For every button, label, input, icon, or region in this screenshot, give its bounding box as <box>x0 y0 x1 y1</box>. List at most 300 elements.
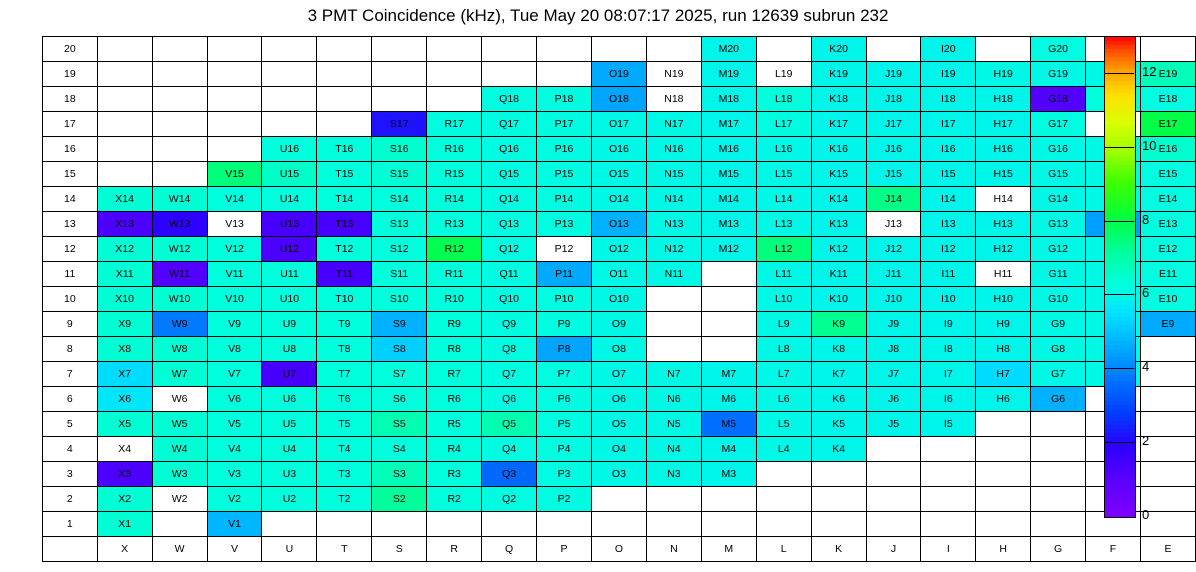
heatmap-cell[interactable]: V10 <box>207 287 262 312</box>
heatmap-cell[interactable]: R16 <box>427 137 482 162</box>
heatmap-cell[interactable]: P18 <box>537 87 592 112</box>
heatmap-cell[interactable] <box>372 37 427 62</box>
heatmap-cell[interactable]: U12 <box>262 237 317 262</box>
heatmap-cell[interactable] <box>97 112 152 137</box>
heatmap-cell[interactable]: V1 <box>207 512 262 537</box>
heatmap-cell[interactable]: P12 <box>537 237 592 262</box>
heatmap-cell[interactable] <box>701 337 756 362</box>
heatmap-cell[interactable] <box>207 87 262 112</box>
heatmap-cell[interactable]: E14 <box>1140 187 1195 212</box>
heatmap-cell[interactable]: E10 <box>1140 287 1195 312</box>
heatmap-cell[interactable]: J7 <box>866 362 921 387</box>
heatmap-cell[interactable]: K18 <box>811 87 866 112</box>
heatmap-cell[interactable]: J8 <box>866 337 921 362</box>
heatmap-cell[interactable]: X8 <box>97 337 152 362</box>
heatmap-cell[interactable]: E16 <box>1140 137 1195 162</box>
heatmap-cell[interactable]: E9 <box>1140 312 1195 337</box>
heatmap-cell[interactable]: O12 <box>591 237 646 262</box>
heatmap-cell[interactable]: O14 <box>591 187 646 212</box>
heatmap-cell[interactable] <box>701 287 756 312</box>
heatmap-cell[interactable]: T13 <box>317 212 372 237</box>
heatmap-cell[interactable]: J5 <box>866 412 921 437</box>
heatmap-cell[interactable]: P7 <box>537 362 592 387</box>
heatmap-cell[interactable] <box>152 137 207 162</box>
heatmap-cell[interactable]: R17 <box>427 112 482 137</box>
heatmap-cell[interactable]: X11 <box>97 262 152 287</box>
heatmap-cell[interactable] <box>701 512 756 537</box>
heatmap-cell[interactable]: L9 <box>756 312 811 337</box>
heatmap-cell[interactable]: E13 <box>1140 212 1195 237</box>
heatmap-cell[interactable]: Q7 <box>482 362 537 387</box>
heatmap-cell[interactable]: L10 <box>756 287 811 312</box>
heatmap-cell[interactable]: V4 <box>207 437 262 462</box>
heatmap-cell[interactable]: T6 <box>317 387 372 412</box>
heatmap-cell[interactable]: Q14 <box>482 187 537 212</box>
heatmap-cell[interactable]: G10 <box>1031 287 1086 312</box>
heatmap-cell[interactable]: O8 <box>591 337 646 362</box>
heatmap-cell[interactable]: Q8 <box>482 337 537 362</box>
heatmap-cell[interactable]: I6 <box>921 387 976 412</box>
heatmap-cell[interactable]: N13 <box>646 212 701 237</box>
heatmap-cell[interactable]: U4 <box>262 437 317 462</box>
heatmap-cell[interactable]: T3 <box>317 462 372 487</box>
heatmap-cell[interactable] <box>1031 462 1086 487</box>
heatmap-cell[interactable] <box>866 462 921 487</box>
heatmap-cell[interactable]: R2 <box>427 487 482 512</box>
heatmap-cell[interactable]: O9 <box>591 312 646 337</box>
heatmap-cell[interactable]: I13 <box>921 212 976 237</box>
heatmap-cell[interactable]: G15 <box>1031 162 1086 187</box>
heatmap-cell[interactable]: J10 <box>866 287 921 312</box>
heatmap-cell[interactable]: V7 <box>207 362 262 387</box>
heatmap-cell[interactable]: S5 <box>372 412 427 437</box>
heatmap-cell[interactable]: J18 <box>866 87 921 112</box>
heatmap-cell[interactable]: S14 <box>372 187 427 212</box>
heatmap-cell[interactable]: V11 <box>207 262 262 287</box>
heatmap-cell[interactable]: L19 <box>756 62 811 87</box>
heatmap-cell[interactable]: R9 <box>427 312 482 337</box>
heatmap-cell[interactable] <box>372 87 427 112</box>
heatmap-cell[interactable]: W4 <box>152 437 207 462</box>
heatmap-cell[interactable]: L6 <box>756 387 811 412</box>
heatmap-cell[interactable]: V6 <box>207 387 262 412</box>
heatmap-cell[interactable] <box>317 512 372 537</box>
heatmap-cell[interactable] <box>1031 437 1086 462</box>
heatmap-cell[interactable]: S6 <box>372 387 427 412</box>
heatmap-cell[interactable] <box>537 37 592 62</box>
heatmap-cell[interactable]: H6 <box>976 387 1031 412</box>
heatmap-cell[interactable]: M16 <box>701 137 756 162</box>
heatmap-cell[interactable]: I7 <box>921 362 976 387</box>
heatmap-cell[interactable]: W9 <box>152 312 207 337</box>
heatmap-cell[interactable]: K12 <box>811 237 866 262</box>
heatmap-cell[interactable]: W12 <box>152 237 207 262</box>
heatmap-cell[interactable]: M20 <box>701 37 756 62</box>
heatmap-cell[interactable] <box>976 487 1031 512</box>
heatmap-cell[interactable]: G11 <box>1031 262 1086 287</box>
heatmap-cell[interactable]: I8 <box>921 337 976 362</box>
heatmap-cell[interactable] <box>591 487 646 512</box>
heatmap-cell[interactable]: L16 <box>756 137 811 162</box>
heatmap-cell[interactable]: P3 <box>537 462 592 487</box>
heatmap-cell[interactable]: T14 <box>317 187 372 212</box>
heatmap-cell[interactable]: K16 <box>811 137 866 162</box>
heatmap-cell[interactable]: E15 <box>1140 162 1195 187</box>
heatmap-cell[interactable]: X4 <box>97 437 152 462</box>
heatmap-cell[interactable]: N6 <box>646 387 701 412</box>
heatmap-cell[interactable]: N19 <box>646 62 701 87</box>
heatmap-cell[interactable]: O16 <box>591 137 646 162</box>
heatmap-cell[interactable] <box>811 487 866 512</box>
heatmap-cell[interactable]: L15 <box>756 162 811 187</box>
heatmap-cell[interactable]: S12 <box>372 237 427 262</box>
heatmap-cell[interactable]: N11 <box>646 262 701 287</box>
heatmap-cell[interactable] <box>976 512 1031 537</box>
heatmap-cell[interactable] <box>811 512 866 537</box>
heatmap-cell[interactable]: V12 <box>207 237 262 262</box>
heatmap-cell[interactable] <box>921 487 976 512</box>
heatmap-cell[interactable]: U5 <box>262 412 317 437</box>
heatmap-cell[interactable]: T8 <box>317 337 372 362</box>
heatmap-cell[interactable]: P4 <box>537 437 592 462</box>
heatmap-cell[interactable]: O6 <box>591 387 646 412</box>
heatmap-cell[interactable]: W6 <box>152 387 207 412</box>
heatmap-cell[interactable]: I5 <box>921 412 976 437</box>
heatmap-cell[interactable]: G20 <box>1031 37 1086 62</box>
heatmap-cell[interactable]: K4 <box>811 437 866 462</box>
heatmap-cell[interactable] <box>152 162 207 187</box>
heatmap-cell[interactable] <box>866 512 921 537</box>
heatmap-cell[interactable]: K14 <box>811 187 866 212</box>
heatmap-cell[interactable]: E12 <box>1140 237 1195 262</box>
heatmap-cell[interactable]: W10 <box>152 287 207 312</box>
heatmap-cell[interactable]: K5 <box>811 412 866 437</box>
heatmap-cell[interactable] <box>976 437 1031 462</box>
heatmap-cell[interactable]: O5 <box>591 412 646 437</box>
heatmap-cell[interactable]: Q11 <box>482 262 537 287</box>
heatmap-cell[interactable]: P15 <box>537 162 592 187</box>
heatmap-cell[interactable]: Q16 <box>482 137 537 162</box>
heatmap-cell[interactable] <box>262 112 317 137</box>
heatmap-cell[interactable]: J17 <box>866 112 921 137</box>
heatmap-cell[interactable] <box>646 312 701 337</box>
heatmap-cell[interactable]: N15 <box>646 162 701 187</box>
heatmap-cell[interactable]: I11 <box>921 262 976 287</box>
heatmap-cell[interactable]: K20 <box>811 37 866 62</box>
heatmap-cell[interactable]: W11 <box>152 262 207 287</box>
heatmap-cell[interactable]: K7 <box>811 362 866 387</box>
heatmap-cell[interactable]: U6 <box>262 387 317 412</box>
heatmap-cell[interactable] <box>372 512 427 537</box>
heatmap-cell[interactable]: G17 <box>1031 112 1086 137</box>
heatmap-cell[interactable]: H7 <box>976 362 1031 387</box>
heatmap-cell[interactable] <box>591 37 646 62</box>
heatmap-cell[interactable] <box>701 487 756 512</box>
heatmap-cell[interactable]: V2 <box>207 487 262 512</box>
heatmap-cell[interactable]: L4 <box>756 437 811 462</box>
heatmap-cell[interactable]: W7 <box>152 362 207 387</box>
heatmap-cell[interactable]: X2 <box>97 487 152 512</box>
heatmap-cell[interactable]: U8 <box>262 337 317 362</box>
heatmap-cell[interactable] <box>866 487 921 512</box>
heatmap-cell[interactable]: Q2 <box>482 487 537 512</box>
heatmap-cell[interactable]: S2 <box>372 487 427 512</box>
heatmap-cell[interactable]: I12 <box>921 237 976 262</box>
heatmap-cell[interactable]: S13 <box>372 212 427 237</box>
heatmap-cell[interactable] <box>866 37 921 62</box>
heatmap-cell[interactable] <box>976 37 1031 62</box>
heatmap-cell[interactable]: P10 <box>537 287 592 312</box>
heatmap-cell[interactable]: W8 <box>152 337 207 362</box>
heatmap-cell[interactable]: V3 <box>207 462 262 487</box>
heatmap-cell[interactable]: P11 <box>537 262 592 287</box>
heatmap-cell[interactable] <box>97 62 152 87</box>
heatmap-cell[interactable] <box>701 262 756 287</box>
heatmap-cell[interactable] <box>152 512 207 537</box>
heatmap-cell[interactable]: M18 <box>701 87 756 112</box>
heatmap-cell[interactable] <box>262 37 317 62</box>
heatmap-cell[interactable]: W3 <box>152 462 207 487</box>
heatmap-cell[interactable] <box>482 62 537 87</box>
heatmap-cell[interactable] <box>482 37 537 62</box>
heatmap-cell[interactable]: Q15 <box>482 162 537 187</box>
heatmap-cell[interactable]: J13 <box>866 212 921 237</box>
heatmap-cell[interactable]: K10 <box>811 287 866 312</box>
heatmap-cell[interactable]: R8 <box>427 337 482 362</box>
heatmap-cell[interactable]: S3 <box>372 462 427 487</box>
heatmap-cell[interactable]: S9 <box>372 312 427 337</box>
heatmap-cell[interactable] <box>262 87 317 112</box>
heatmap-cell[interactable]: Q9 <box>482 312 537 337</box>
heatmap-cell[interactable] <box>152 62 207 87</box>
heatmap-cell[interactable]: U10 <box>262 287 317 312</box>
heatmap-cell[interactable]: I20 <box>921 37 976 62</box>
heatmap-cell[interactable]: Q5 <box>482 412 537 437</box>
heatmap-cell[interactable] <box>317 87 372 112</box>
heatmap-cell[interactable]: H13 <box>976 212 1031 237</box>
heatmap-cell[interactable]: H9 <box>976 312 1031 337</box>
heatmap-cell[interactable] <box>262 512 317 537</box>
heatmap-cell[interactable]: H14 <box>976 187 1031 212</box>
heatmap-cell[interactable]: I17 <box>921 112 976 137</box>
heatmap-cell[interactable]: J11 <box>866 262 921 287</box>
heatmap-cell[interactable]: U3 <box>262 462 317 487</box>
heatmap-cell[interactable]: K13 <box>811 212 866 237</box>
heatmap-cell[interactable]: V9 <box>207 312 262 337</box>
heatmap-cell[interactable] <box>591 512 646 537</box>
heatmap-cell[interactable]: M4 <box>701 437 756 462</box>
heatmap-cell[interactable] <box>317 62 372 87</box>
heatmap-cell[interactable]: R13 <box>427 212 482 237</box>
heatmap-cell[interactable]: P9 <box>537 312 592 337</box>
heatmap-cell[interactable]: P16 <box>537 137 592 162</box>
heatmap-cell[interactable]: R5 <box>427 412 482 437</box>
heatmap-cell[interactable]: N14 <box>646 187 701 212</box>
heatmap-cell[interactable]: T5 <box>317 412 372 437</box>
heatmap-cell[interactable]: U2 <box>262 487 317 512</box>
heatmap-cell[interactable]: S4 <box>372 437 427 462</box>
heatmap-cell[interactable]: U9 <box>262 312 317 337</box>
heatmap-cell[interactable]: S7 <box>372 362 427 387</box>
heatmap-cell[interactable] <box>207 137 262 162</box>
heatmap-cell[interactable]: M13 <box>701 212 756 237</box>
heatmap-cell[interactable]: H12 <box>976 237 1031 262</box>
heatmap-cell[interactable]: U16 <box>262 137 317 162</box>
heatmap-cell[interactable] <box>537 62 592 87</box>
heatmap-cell[interactable] <box>646 287 701 312</box>
heatmap-cell[interactable]: N18 <box>646 87 701 112</box>
heatmap-cell[interactable]: J12 <box>866 237 921 262</box>
heatmap-cell[interactable]: I18 <box>921 87 976 112</box>
heatmap-cell[interactable]: T7 <box>317 362 372 387</box>
heatmap-cell[interactable] <box>152 87 207 112</box>
heatmap-cell[interactable]: X13 <box>97 212 152 237</box>
heatmap-cell[interactable]: V14 <box>207 187 262 212</box>
heatmap-cell[interactable]: X1 <box>97 512 152 537</box>
heatmap-cell[interactable]: Q10 <box>482 287 537 312</box>
heatmap-cell[interactable] <box>866 437 921 462</box>
heatmap-cell[interactable] <box>976 412 1031 437</box>
heatmap-cell[interactable] <box>921 512 976 537</box>
heatmap-cell[interactable]: G8 <box>1031 337 1086 362</box>
heatmap-cell[interactable]: L7 <box>756 362 811 387</box>
heatmap-cell[interactable]: P5 <box>537 412 592 437</box>
heatmap-cell[interactable] <box>97 137 152 162</box>
heatmap-cell[interactable] <box>317 37 372 62</box>
heatmap-cell[interactable]: W14 <box>152 187 207 212</box>
heatmap-cell[interactable] <box>1031 412 1086 437</box>
heatmap-cell[interactable]: Q3 <box>482 462 537 487</box>
heatmap-cell[interactable]: O17 <box>591 112 646 137</box>
heatmap-cell[interactable]: E18 <box>1140 87 1195 112</box>
heatmap-cell[interactable]: E17 <box>1140 112 1195 137</box>
heatmap-cell[interactable]: M12 <box>701 237 756 262</box>
heatmap-cell[interactable]: W2 <box>152 487 207 512</box>
heatmap-cell[interactable]: K9 <box>811 312 866 337</box>
heatmap-cell[interactable] <box>921 462 976 487</box>
heatmap-cell[interactable]: Q4 <box>482 437 537 462</box>
heatmap-cell[interactable]: O7 <box>591 362 646 387</box>
heatmap-cell[interactable]: X6 <box>97 387 152 412</box>
heatmap-cell[interactable]: X14 <box>97 187 152 212</box>
heatmap-cell[interactable]: L14 <box>756 187 811 212</box>
heatmap-cell[interactable]: J6 <box>866 387 921 412</box>
heatmap-cell[interactable]: J15 <box>866 162 921 187</box>
heatmap-cell[interactable]: S15 <box>372 162 427 187</box>
heatmap-cell[interactable]: X7 <box>97 362 152 387</box>
heatmap-cell[interactable]: M5 <box>701 412 756 437</box>
heatmap-cell[interactable]: M19 <box>701 62 756 87</box>
heatmap-cell[interactable]: W5 <box>152 412 207 437</box>
heatmap-cell[interactable]: J14 <box>866 187 921 212</box>
heatmap-cell[interactable]: G7 <box>1031 362 1086 387</box>
heatmap-cell[interactable]: O4 <box>591 437 646 462</box>
heatmap-cell[interactable] <box>427 87 482 112</box>
heatmap-cell[interactable]: L13 <box>756 212 811 237</box>
heatmap-cell[interactable]: R3 <box>427 462 482 487</box>
heatmap-cell[interactable]: T10 <box>317 287 372 312</box>
heatmap-cell[interactable] <box>427 37 482 62</box>
heatmap-cell[interactable] <box>97 87 152 112</box>
heatmap-cell[interactable]: U13 <box>262 212 317 237</box>
heatmap-cell[interactable]: T12 <box>317 237 372 262</box>
heatmap-cell[interactable] <box>756 37 811 62</box>
heatmap-cell[interactable] <box>372 62 427 87</box>
heatmap-cell[interactable]: T11 <box>317 262 372 287</box>
heatmap-cell[interactable]: M7 <box>701 362 756 387</box>
heatmap-cell[interactable]: O18 <box>591 87 646 112</box>
heatmap-cell[interactable]: R6 <box>427 387 482 412</box>
heatmap-cell[interactable]: G18 <box>1031 87 1086 112</box>
heatmap-cell[interactable]: M17 <box>701 112 756 137</box>
heatmap-cell[interactable] <box>427 512 482 537</box>
heatmap-cell[interactable]: N7 <box>646 362 701 387</box>
heatmap-cell[interactable]: E19 <box>1140 62 1195 87</box>
heatmap-cell[interactable] <box>97 162 152 187</box>
heatmap-cell[interactable]: O19 <box>591 62 646 87</box>
heatmap-cell[interactable]: X10 <box>97 287 152 312</box>
heatmap-cell[interactable]: U15 <box>262 162 317 187</box>
heatmap-cell[interactable] <box>646 487 701 512</box>
heatmap-cell[interactable] <box>207 37 262 62</box>
heatmap-cell[interactable]: K19 <box>811 62 866 87</box>
heatmap-cell[interactable]: L18 <box>756 87 811 112</box>
heatmap-cell[interactable]: L12 <box>756 237 811 262</box>
heatmap-cell[interactable]: G13 <box>1031 212 1086 237</box>
heatmap-cell[interactable] <box>976 462 1031 487</box>
heatmap-cell[interactable]: H15 <box>976 162 1031 187</box>
heatmap-cell[interactable]: I19 <box>921 62 976 87</box>
heatmap-cell[interactable]: H11 <box>976 262 1031 287</box>
heatmap-cell[interactable]: R10 <box>427 287 482 312</box>
heatmap-cell[interactable]: H19 <box>976 62 1031 87</box>
heatmap-cell[interactable]: P14 <box>537 187 592 212</box>
heatmap-cell[interactable]: N3 <box>646 462 701 487</box>
heatmap-cell[interactable]: K6 <box>811 387 866 412</box>
heatmap-cell[interactable] <box>756 487 811 512</box>
heatmap-cell[interactable]: K11 <box>811 262 866 287</box>
heatmap-cell[interactable]: Q12 <box>482 237 537 262</box>
heatmap-cell[interactable] <box>701 312 756 337</box>
heatmap-cell[interactable] <box>152 112 207 137</box>
heatmap-cell[interactable] <box>1031 512 1086 537</box>
heatmap-cell[interactable]: I9 <box>921 312 976 337</box>
heatmap-cell[interactable]: X12 <box>97 237 152 262</box>
heatmap-cell[interactable]: I15 <box>921 162 976 187</box>
heatmap-cell[interactable]: M14 <box>701 187 756 212</box>
heatmap-cell[interactable]: L11 <box>756 262 811 287</box>
heatmap-cell[interactable]: T4 <box>317 437 372 462</box>
heatmap-cell[interactable]: P17 <box>537 112 592 137</box>
heatmap-cell[interactable]: S17 <box>372 112 427 137</box>
heatmap-cell[interactable]: W13 <box>152 212 207 237</box>
heatmap-cell[interactable] <box>152 37 207 62</box>
heatmap-cell[interactable]: P13 <box>537 212 592 237</box>
heatmap-cell[interactable]: M3 <box>701 462 756 487</box>
heatmap-cell[interactable]: X9 <box>97 312 152 337</box>
heatmap-cell[interactable]: U11 <box>262 262 317 287</box>
heatmap-cell[interactable]: G16 <box>1031 137 1086 162</box>
heatmap-cell[interactable]: X3 <box>97 462 152 487</box>
heatmap-cell[interactable] <box>646 512 701 537</box>
heatmap-cell[interactable]: K15 <box>811 162 866 187</box>
heatmap-cell[interactable]: V5 <box>207 412 262 437</box>
heatmap-cell[interactable]: O3 <box>591 462 646 487</box>
heatmap-cell[interactable]: M15 <box>701 162 756 187</box>
heatmap-cell[interactable]: O15 <box>591 162 646 187</box>
heatmap-cell[interactable] <box>427 62 482 87</box>
heatmap-cell[interactable]: I14 <box>921 187 976 212</box>
